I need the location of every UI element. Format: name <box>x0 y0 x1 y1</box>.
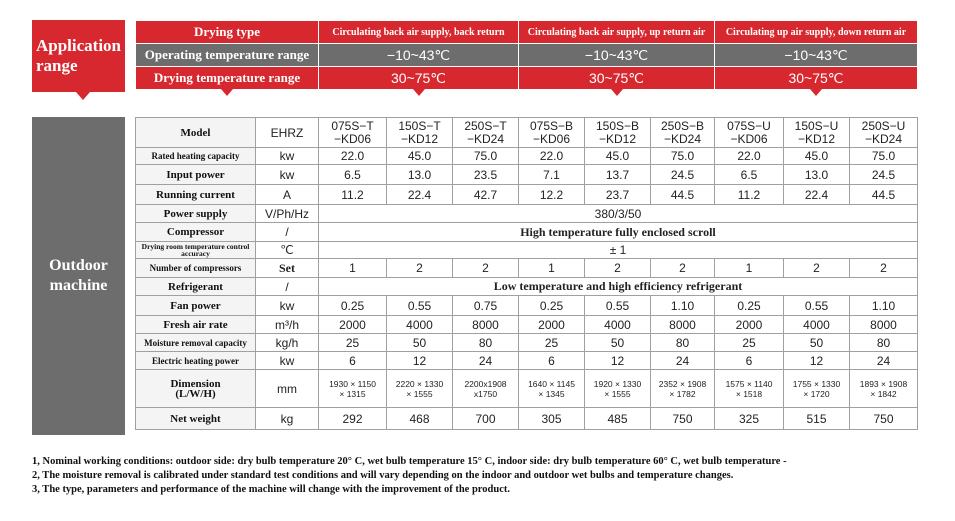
drying-temperature-cell: 30~75℃ <box>319 67 519 90</box>
row-value: 1 <box>715 259 784 278</box>
row-value: 4000 <box>585 316 651 334</box>
row-value: 1930 × 1150 × 1315 <box>319 370 387 408</box>
row-unit: kw <box>256 165 319 185</box>
row-value: Low temperature and high efficiency refrigerant <box>319 278 918 296</box>
row-value: 700 <box>453 408 519 430</box>
row-label: Rated heating capacity <box>136 148 256 165</box>
row-value: 380/3/50 <box>319 205 918 223</box>
row-unit: A <box>256 185 319 205</box>
outdoor-machine-label: Outdoor machine <box>32 117 125 435</box>
row-value: 44.5 <box>850 185 918 205</box>
row-value: 7.1 <box>519 165 585 185</box>
row-value: 23.7 <box>585 185 651 205</box>
spec-row-electric <box>136 352 918 370</box>
spec-row-current <box>136 185 918 205</box>
row-value: 4000 <box>784 316 850 334</box>
drying-temperature-cell: 30~75℃ <box>715 67 918 90</box>
row-value: 22.0 <box>519 148 585 165</box>
row-value: 75.0 <box>453 148 519 165</box>
row-label: Number of compressors <box>136 259 256 278</box>
row-value: 25 <box>519 334 585 352</box>
row-label: Refrigerant <box>136 278 256 296</box>
row-value: 13.0 <box>784 165 850 185</box>
row-value: 1640 × 1145 × 1345 <box>519 370 585 408</box>
spec-row-weight <box>136 408 918 430</box>
row-value: 4000 <box>387 316 453 334</box>
row-value: 75.0 <box>651 148 715 165</box>
row-value: 6 <box>319 352 387 370</box>
row-unit: Set <box>256 259 319 278</box>
row-value: 250S−U −KD24 <box>850 118 918 148</box>
footnote: 1, Nominal working conditions: outdoor side: dry bulb temperature 20° C, wet bulb temperature 15° C, indoor side: dry bulb temperature 60° C, wet bulb temperature - <box>32 456 787 467</box>
spec-row-fan-power <box>136 296 918 316</box>
row-value: 0.55 <box>784 296 850 316</box>
operating-temperature-row <box>136 44 918 67</box>
row-value: 42.7 <box>453 185 519 205</box>
row-value: 8000 <box>651 316 715 334</box>
row-value: 23.5 <box>453 165 519 185</box>
operating-temperature-label: Operating temperature range <box>136 44 319 67</box>
row-value: 0.55 <box>585 296 651 316</box>
row-value: 1920 × 1330 × 1555 <box>585 370 651 408</box>
row-value: 11.2 <box>319 185 387 205</box>
row-value: 24.5 <box>651 165 715 185</box>
row-value: 75.0 <box>850 148 918 165</box>
row-label: Running current <box>136 185 256 205</box>
drying-type-row <box>136 21 918 44</box>
row-unit: ℃ <box>256 242 319 259</box>
row-label: Compressor <box>136 223 256 242</box>
application-range-label: Application range <box>32 20 125 92</box>
row-value: 24 <box>651 352 715 370</box>
row-value: 6.5 <box>319 165 387 185</box>
row-value: 2000 <box>519 316 585 334</box>
row-value: 6 <box>715 352 784 370</box>
row-value: 0.75 <box>453 296 519 316</box>
drying-type-cell: Circulating back air supply, back return <box>319 21 519 44</box>
row-unit: V/Ph/Hz <box>256 205 319 223</box>
row-value: 12 <box>585 352 651 370</box>
row-value: 250S−T −KD24 <box>453 118 519 148</box>
row-value: 12 <box>387 352 453 370</box>
row-unit: kw <box>256 352 319 370</box>
row-value: 12.2 <box>519 185 585 205</box>
spec-row-refrigerant <box>136 278 918 296</box>
row-value: 6.5 <box>715 165 784 185</box>
row-value: 0.25 <box>319 296 387 316</box>
application-range-table <box>135 20 918 90</box>
drying-type-label: Drying type <box>136 21 319 44</box>
row-value: 2 <box>784 259 850 278</box>
row-value: 50 <box>585 334 651 352</box>
row-unit: m³/h <box>256 316 319 334</box>
operating-temperature-cell: −10~43℃ <box>319 44 519 67</box>
row-value: 2000 <box>715 316 784 334</box>
drying-type-cell: Circulating up air supply, down return air <box>715 21 918 44</box>
row-value: 13.7 <box>585 165 651 185</box>
row-value: 1755 × 1330 × 1720 <box>784 370 850 408</box>
row-unit: EHRZ <box>256 118 319 148</box>
row-value: 075S−B −KD06 <box>519 118 585 148</box>
row-value: 1 <box>519 259 585 278</box>
row-unit: kg/h <box>256 334 319 352</box>
operating-temperature-cell: −10~43℃ <box>519 44 715 67</box>
footnotes <box>32 455 952 497</box>
row-value: 50 <box>784 334 850 352</box>
row-label: Input power <box>136 165 256 185</box>
row-label: Fan power <box>136 296 256 316</box>
row-value: 80 <box>850 334 918 352</box>
row-value: 22.4 <box>387 185 453 205</box>
spec-row-accuracy <box>136 242 918 259</box>
row-unit: / <box>256 223 319 242</box>
row-value: 1 <box>319 259 387 278</box>
row-value: 305 <box>519 408 585 430</box>
drying-temperature-row <box>136 67 918 90</box>
spec-row-dimension <box>136 370 918 408</box>
row-value: 2 <box>651 259 715 278</box>
row-label: Electric heating power <box>136 352 256 370</box>
outdoor-spec-table <box>135 117 918 430</box>
row-value: 45.0 <box>387 148 453 165</box>
row-value: 50 <box>387 334 453 352</box>
spec-row-heating <box>136 148 918 165</box>
row-value: 24 <box>453 352 519 370</box>
spec-row-moisture <box>136 334 918 352</box>
row-value: 2 <box>850 259 918 278</box>
row-value: 25 <box>715 334 784 352</box>
row-unit: kw <box>256 296 319 316</box>
row-value: 2352 × 1908 × 1782 <box>651 370 715 408</box>
row-label: Power supply <box>136 205 256 223</box>
operating-temperature-cell: −10~43℃ <box>715 44 918 67</box>
row-value: 24 <box>850 352 918 370</box>
drying-temperature-label: Drying temperature range <box>136 67 319 90</box>
row-value: 2 <box>387 259 453 278</box>
row-value: 22.4 <box>784 185 850 205</box>
row-value: 150S−T −KD12 <box>387 118 453 148</box>
row-label: Drying room temperature control accuracy <box>136 242 256 259</box>
footnote: 2, The moisture removal is calibrated under standard test conditions and will vary depending on the indoor and outdoor wet bulbs and temperature changes. <box>32 470 734 481</box>
row-value: 515 <box>784 408 850 430</box>
row-label: Net weight <box>136 408 256 430</box>
row-value: 45.0 <box>585 148 651 165</box>
row-unit: / <box>256 278 319 296</box>
row-value: 075S−T −KD06 <box>319 118 387 148</box>
row-value: ± 1 <box>319 242 918 259</box>
row-value: 0.25 <box>715 296 784 316</box>
row-value: 075S−U −KD06 <box>715 118 784 148</box>
row-value: 2200x1908 x1750 <box>453 370 519 408</box>
row-value: 6 <box>519 352 585 370</box>
row-value: 24.5 <box>850 165 918 185</box>
spec-row-input-power <box>136 165 918 185</box>
row-value: 750 <box>850 408 918 430</box>
drying-type-cell: Circulating back air supply, up return air <box>519 21 715 44</box>
row-value: 1.10 <box>850 296 918 316</box>
spec-row-power-supply <box>136 205 918 223</box>
spec-row-num-comp <box>136 259 918 278</box>
row-value: 150S−U −KD12 <box>784 118 850 148</box>
row-value: 485 <box>585 408 651 430</box>
row-value: 22.0 <box>319 148 387 165</box>
row-value: 13.0 <box>387 165 453 185</box>
row-value: 250S−B −KD24 <box>651 118 715 148</box>
row-value: 1893 × 1908 × 1842 <box>850 370 918 408</box>
row-value: 80 <box>651 334 715 352</box>
row-label: Moisture removal capacity <box>136 334 256 352</box>
row-unit: mm <box>256 370 319 408</box>
row-unit: kg <box>256 408 319 430</box>
drying-temperature-cell: 30~75℃ <box>519 67 715 90</box>
footnote: 3, The type, parameters and performance of the machine will change with the improvement of the product. <box>32 484 510 495</box>
row-label: Dimension (L/W/H) <box>136 370 256 408</box>
row-value: 45.0 <box>784 148 850 165</box>
row-value: High temperature fully enclosed scroll <box>319 223 918 242</box>
row-value: 22.0 <box>715 148 784 165</box>
row-value: 150S−B −KD12 <box>585 118 651 148</box>
row-value: 0.25 <box>519 296 585 316</box>
row-value: 1.10 <box>651 296 715 316</box>
row-value: 2 <box>585 259 651 278</box>
row-value: 292 <box>319 408 387 430</box>
spec-row-fresh-air <box>136 316 918 334</box>
row-value: 11.2 <box>715 185 784 205</box>
row-value: 8000 <box>850 316 918 334</box>
row-label: Fresh air rate <box>136 316 256 334</box>
spec-row-compressor <box>136 223 918 242</box>
row-value: 0.55 <box>387 296 453 316</box>
row-value: 80 <box>453 334 519 352</box>
row-value: 2000 <box>319 316 387 334</box>
row-value: 12 <box>784 352 850 370</box>
row-value: 44.5 <box>651 185 715 205</box>
row-value: 2220 × 1330 × 1555 <box>387 370 453 408</box>
row-value: 1575 × 1140 × 1518 <box>715 370 784 408</box>
row-value: 750 <box>651 408 715 430</box>
row-value: 25 <box>319 334 387 352</box>
row-value: 468 <box>387 408 453 430</box>
row-value: 2 <box>453 259 519 278</box>
row-value: 325 <box>715 408 784 430</box>
row-value: 8000 <box>453 316 519 334</box>
row-label: Model <box>136 118 256 148</box>
spec-row-model <box>136 118 918 148</box>
row-unit: kw <box>256 148 319 165</box>
